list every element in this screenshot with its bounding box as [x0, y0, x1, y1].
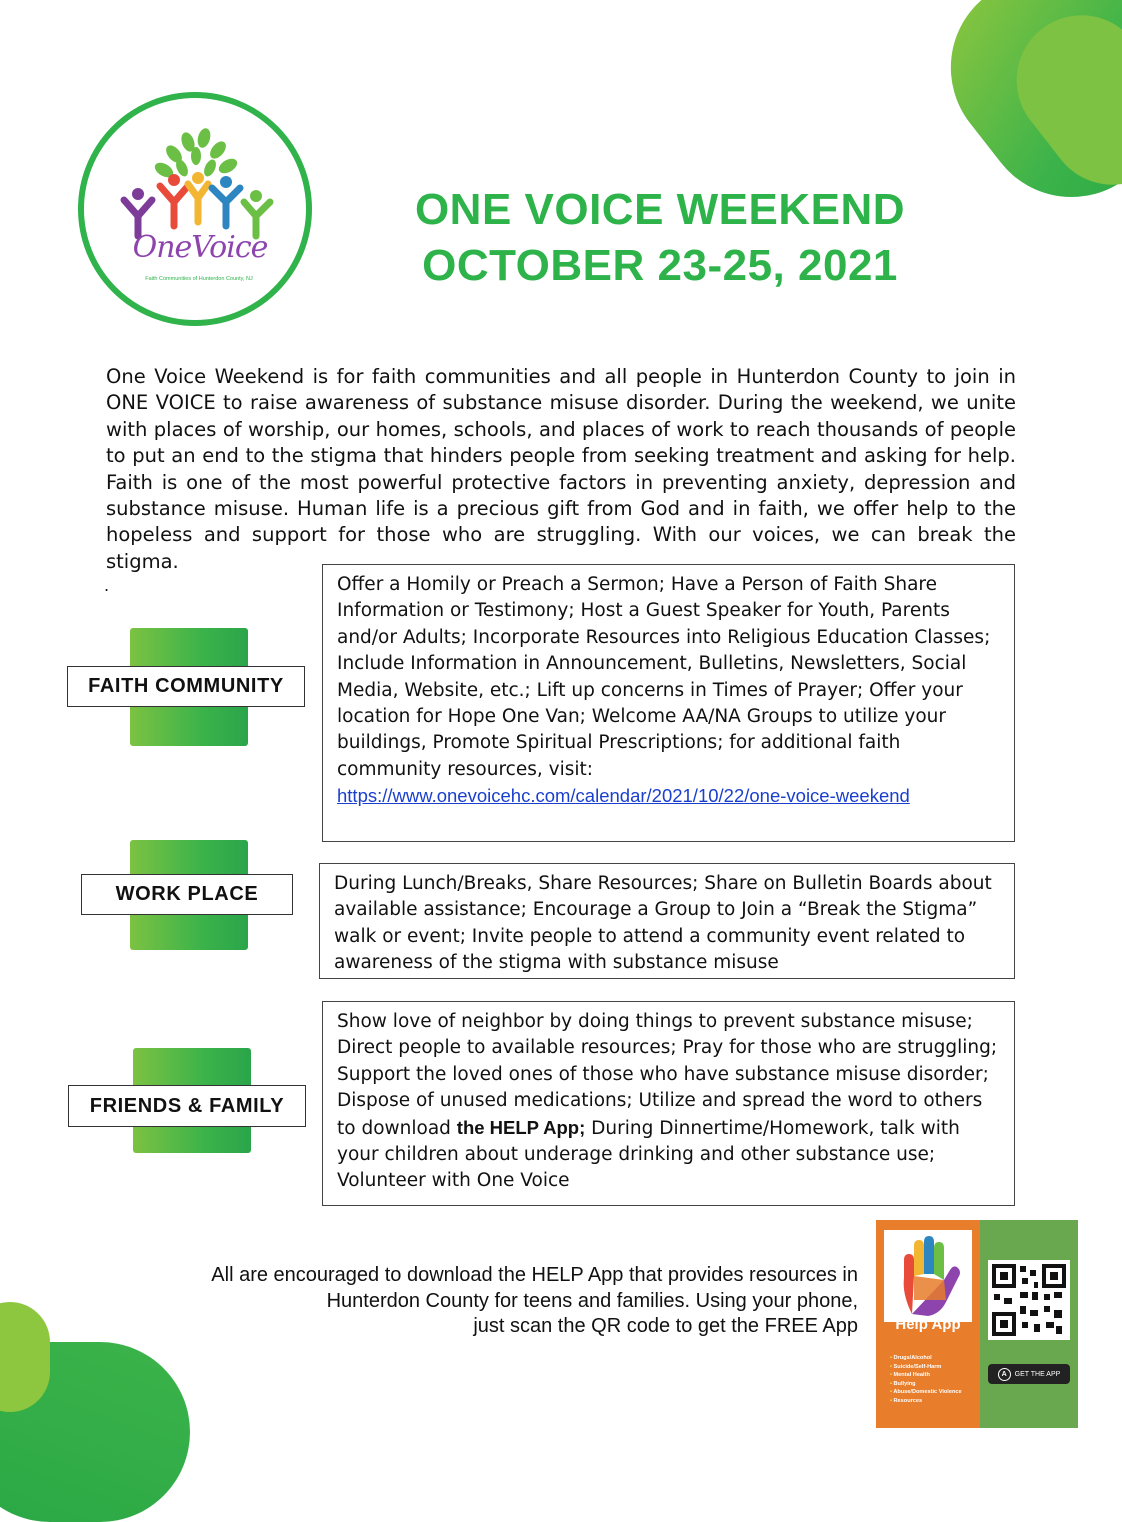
work-place-label: WORK PLACE — [81, 874, 293, 915]
intro-paragraph: One Voice Weekend is for faith communities and all people in Hunterdon County to join in ONE VOICE to raise awareness of substance misuse disorder. During the weekend, we unite with places of worship, our homes, schools, and places of work to reach thousands of people to put an end to the stigma that hinders people from seeking treatment and asking for help. Faith is one of the most powerful protective factors in preventing anxiety, depression and substance misuse. Human life is a precious gift from God and in faith, we offer help to the hopeless and support for those who are struggling. With our voices, we can break the stigma. — [106, 365, 1016, 573]
app-store-icon: A — [998, 1368, 1011, 1381]
help-topic: • Mental Health — [890, 1371, 990, 1380]
help-app-note-line1: All are encouraged to download the HELP App that provides resources in — [211, 1264, 858, 1286]
help-app-title: Help App — [895, 1316, 961, 1333]
stray-period: . — [104, 576, 110, 595]
help-topic: • Bullying — [890, 1380, 990, 1389]
help-app-emphasis: the HELP App; — [456, 1116, 586, 1138]
work-place-box — [319, 863, 1015, 979]
one-voice-logo — [78, 92, 312, 326]
logo-tagline: Faith Communities of Hunterdon County, NJ — [145, 276, 253, 282]
help-app-topics — [880, 1354, 990, 1406]
friends-family-text-b: During Dinnertime/Homework, talk with your children about underage drinking and other substance use; Volunteer with One Voice — [337, 1117, 960, 1192]
help-app-note-line3: just scan the QR code to get the FREE App — [473, 1315, 858, 1337]
colorful-hand-icon — [884, 1230, 972, 1322]
one-voice-weekend-link[interactable]: https://www.onevoicehc.com/calendar/2021/10/22/one-voice-weekend — [337, 785, 910, 807]
qr-code-icon[interactable] — [988, 1260, 1070, 1340]
help-topic: • Suicide/Self-Harm — [890, 1363, 990, 1372]
work-place-text: During Lunch/Breaks, Share Resources; Share on Bulletin Boards about available assistance; Encourage a Group to Join a “Break the Stigma” walk or event; Invite people to attend a community event related to awareness of the stigma with substance misuse — [334, 873, 992, 974]
help-app-note-line2: Hunterdon County for teens and families. Using your phone, — [326, 1289, 858, 1312]
help-topic: • Resources — [890, 1397, 990, 1406]
friends-family-text-a: Show love of neighbor by doing things to prevent substance misuse; Direct people to available resources; Pray for those who are struggling; Support the loved ones of those who have substance misuse disorder; Dispose of unused medications; Utilize and spread the word to others to download — [337, 1011, 998, 1139]
get-the-app-button[interactable] — [988, 1364, 1070, 1384]
help-app-card — [876, 1220, 1078, 1428]
faith-community-label: FAITH COMMUNITY — [67, 666, 305, 707]
page-title: ONE VOICE WEEKEND — [414, 185, 906, 234]
help-app-orange-panel — [876, 1220, 980, 1428]
logo-graphic — [84, 98, 306, 320]
friends-family-label: FRIENDS & FAMILY — [68, 1085, 306, 1127]
help-topic: • Drugs/Alcohol — [890, 1354, 990, 1363]
help-app-note — [98, 1263, 858, 1340]
faith-community-box — [322, 564, 1015, 842]
help-topic: • Abuse/Domestic Violence — [890, 1388, 990, 1397]
logo-wordmark: OneVoice — [132, 230, 268, 265]
faith-community-text: Offer a Homily or Preach a Sermon; Have a Person of Faith Share Information or Testimony; Host a Guest Speaker for Youth, Parents and/or Adults; Incorporate Resources into Religious Education Classes; Include Information in Announcement, Bulletins, Newsletters, Social Media, Website, etc.; Lift up concerns in Times of Prayer; Offer your location for Hope One Van; Welcome AA/NA Groups to utilize your buildings, Promote Spiritual Prescriptions; for additional faith community resources, visit: — [337, 574, 991, 780]
friends-family-box — [322, 1001, 1015, 1206]
event-dates: OCTOBER 23-25, 2021 — [422, 241, 898, 290]
get-the-app-label: GET THE APP — [1014, 1370, 1061, 1378]
